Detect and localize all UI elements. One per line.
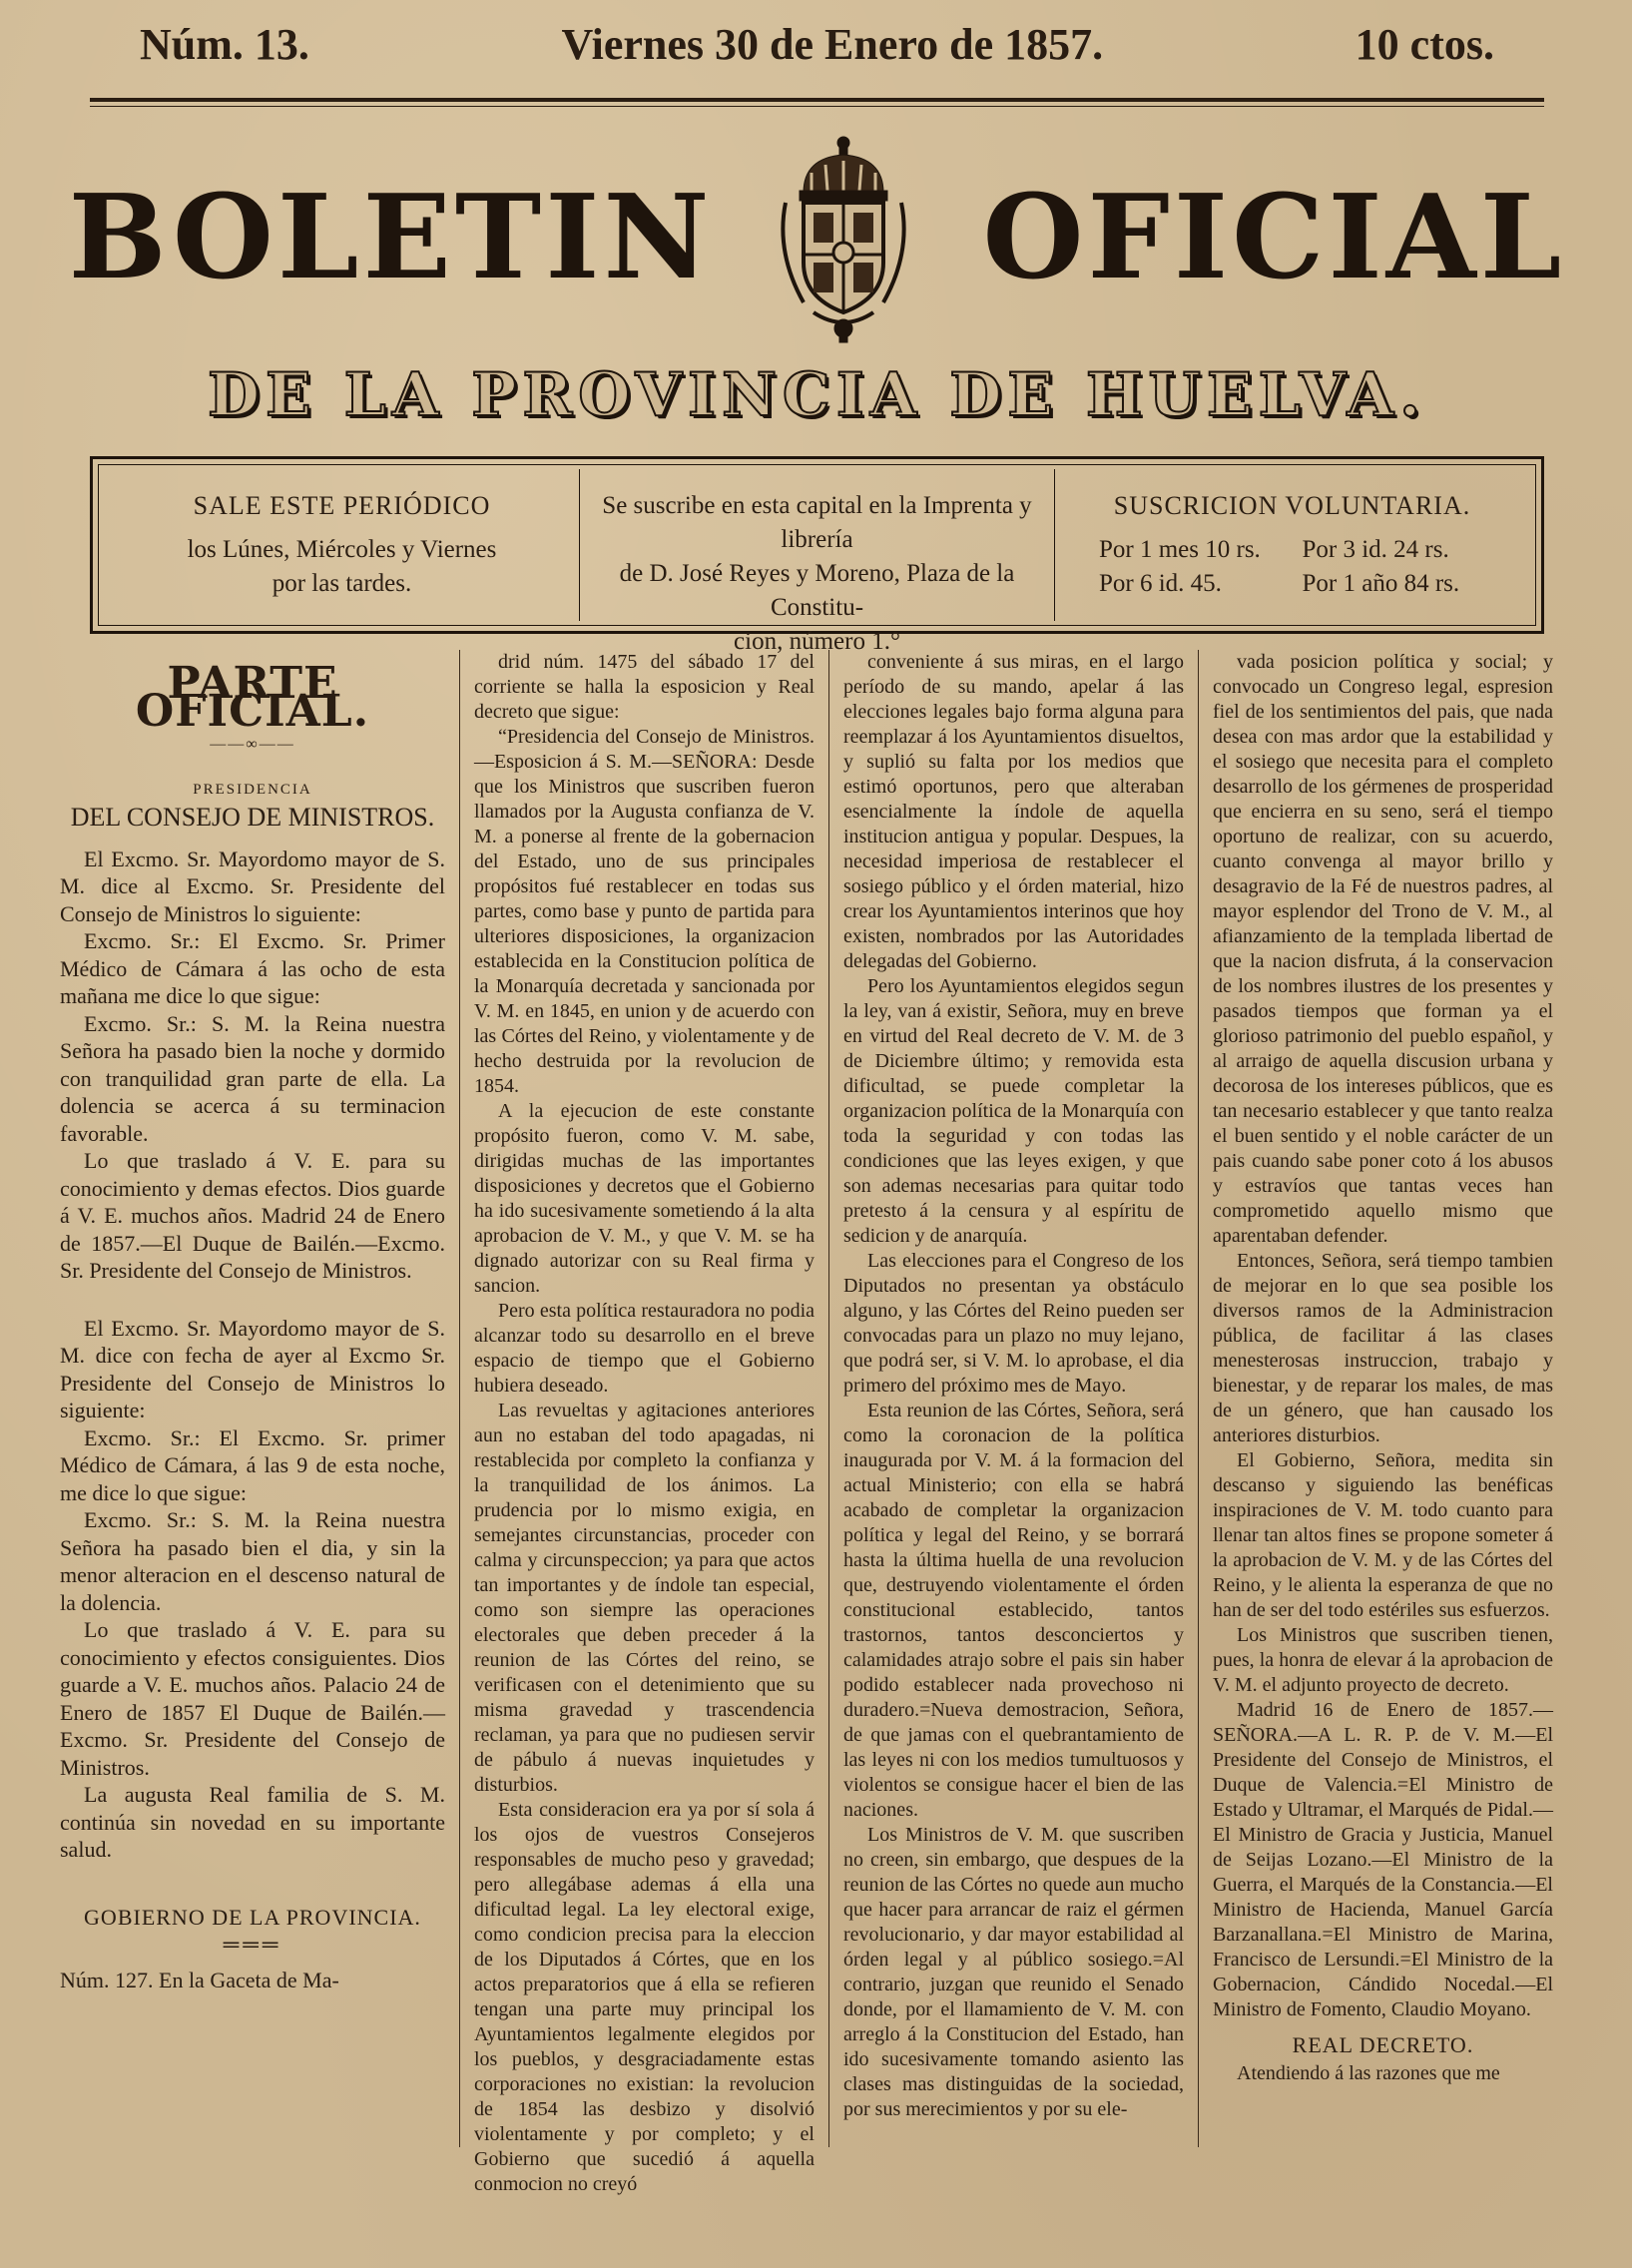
- paragraph: Lo que traslado á V. E. para su conocimiento y demas efectos. Dios guarde á V. E. muchos años. Madrid 24 de Enero de 1857.—El Duque de Bailén.—Excmo. Sr. Presidente del Consejo de Ministros.: [60, 1148, 445, 1283]
- paragraph: Los Ministros que suscriben tienen, pues, la honra de elevar á la aprobacion de V. M. el adjunto proyecto de decreto.: [1213, 1624, 1553, 1696]
- location-line-2: de D. José Reyes y Moreno, Plaza de la Constitu-: [619, 560, 1015, 621]
- price-6-months: Por 6 id. 45.: [1099, 570, 1222, 597]
- paragraph: Esta consideracion era ya por sí sola á los ojos de vuestros Consejeros responsables de mucho peso y gravedad; pero allegábase ademas á ella una dificultad legal. La ley electoral exige, como condicion precisa para la eleccion de los Diputados á Córtes, que en los actos preparatorios que á ella se refieren tengan una parte muy principal los Ayuntamientos legalmente elegidos por los pueblos, y desgraciadamente estas corporaciones no existian: la revolucion de 1854 las desbizo y disolvió violentamente y por completo; y el Gobierno que sucedió á aquella conmocion no creyó: [474, 1799, 815, 2195]
- department-line-1: PRESIDENCIA: [193, 781, 312, 798]
- paragraph: El Excmo. Sr. Mayordomo mayor de S. M. dice al Excmo. Sr. Presidente del Consejo de Ministros lo siguiente:: [60, 846, 445, 926]
- paragraph: El Excmo. Sr. Mayordomo mayor de S. M. dice con fecha de ayer al Excmo Sr. Presidente del Consejo de Ministros lo siguiente:: [60, 1315, 445, 1422]
- price-1-year: Por 1 año 84 rs.: [1302, 570, 1460, 597]
- issue-price: 10 ctos.: [1355, 20, 1494, 69]
- subscription-location: [579, 469, 1054, 655]
- location-line-3: cion, número 1.°: [734, 628, 900, 655]
- paragraph: Entonces, Señora, será tiempo tambien de mejorar en lo que sea posible los diversos ramos de la Administracion pública, de facilitar á las clases menesterosas instruccion, trabajo y bienestar, y de reparar los males, de mas de un género, que han causado los anteriores disturbios.: [1213, 1250, 1553, 1446]
- subscription-box: [90, 456, 1544, 655]
- paragraph: Los Ministros de V. M. que suscriben no creen, sin embargo, que despues de la reunion de las Córtes no quede aun mucho que hacer para arrancar de raiz el gérmen revolucionario, y dar mayor estabilidad al órden legal y al público sosiego.=Al contrario, juzgan que reunido el Senado donde, por el llamamiento de V. M. con arreglo á la Constitucion del Estado, han ido sucesivamente tomando asiento las clases mas distinguidas de la sociedad, por sus merecimientos y por su ele-: [843, 1824, 1184, 2120]
- issue-date: Viernes 30 de Enero de 1857.: [561, 20, 1104, 69]
- schedule-time: por las tardes.: [272, 570, 412, 597]
- paragraph: Excmo. Sr.: S. M. la Reina nuestra Señora ha pasado bien la noche y dormido con tranquilidad gran parte de ella. La dolencia se acerca á su terminacion favorable.: [60, 1010, 445, 1146]
- masthead-subtitle: DE LA PROVINCIA DE HUELVA.: [208, 360, 1426, 430]
- column-3: [828, 650, 1198, 2147]
- location-line-1: Se suscribe en esta capital en la Imprenta y librería: [602, 492, 1032, 553]
- government-rule: ═══: [223, 1932, 282, 1957]
- masthead-word-left: BOLETIN: [68, 170, 714, 305]
- price-1-month: Por 1 mes 10 rs.: [1099, 536, 1261, 563]
- paragraph: El Gobierno, Señora, medita sin descanso y siguiendo las benéficas inspiraciones de V. M. todo cuanto para llenar tan altos fines se propone someter á la aprobacion de V. M. y de las Córtes del Reino, y le alienta la esperanza de que no han de ser del todo estériles sus esfuerzos.: [1213, 1449, 1553, 1621]
- paragraph: conveniente á sus miras, en el largo período de su mando, apelar á las elecciones legales bajo forma alguna para reemplazar á los Ayuntamientos disueltos, y suplió su falta por los medios que estimó oportunos, pero que alteraban esencialmente la índole de aquella institucion antigua y popular. Despues, la necesidad imperiosa de restablecer el sosiego público y el órden material, hizo crear los Ayuntamientos interinos que hoy existen, nombrados por las Autoridades delegadas del Gobierno.: [843, 651, 1184, 972]
- paragraph: Pero los Ayuntamientos elegidos segun la ley, van á existir, Señora, muy en breve en virtud del Real decreto de V. M. de 3 de Diciembre último; y removida esta dificultad, se puede completar la organizacion política de la Monarquía con toda la seguridad y con todas las condiciones que las leyes exigen, y que son ademas necesarias para quitar todo pretesto á la censura y al espíritu de sedicion y de anarquía.: [843, 975, 1184, 1247]
- ornament-divider: ——∞——: [210, 736, 295, 753]
- price-3-months: Por 3 id. 24 rs.: [1302, 536, 1449, 563]
- issue-line: [60, 0, 1574, 70]
- paragraph: Lo que traslado á V. E. para su conocimiento y efectos consiguientes. Dios guarde a V. E. muchos años. Palacio 24 de Enero de 1857 El Duque de Bailén.—Excmo. Sr. Presidente del Consejo de Ministros.: [60, 1617, 445, 1780]
- schedule-days: los Lúnes, Miércoles y Viernes: [187, 536, 497, 563]
- paragraph: A la ejecucion de este constante propósito fueron, como V. M. sabe, dirigidas muchas de las importantes disposiciones y decretos que el Gobierno ha ido sucesivamente sometiendo á la alta aprobacion de V. M., y que V. M. se ha dignado autorizar con su Real firma y sancion.: [474, 1100, 815, 1297]
- government-heading: GOBIERNO DE LA PROVINCIA.: [84, 1904, 421, 1930]
- column-4: [1198, 650, 1567, 2147]
- paragraph: Las elecciones para el Congreso de los Diputados no presentan ya obstáculo alguno, y las Córtes del Reino pueden ser convocadas para un plazo no muy lejano, que podrá ser, si V. M. lo aprobase, el dia primero del próximo mes de Mayo.: [843, 1250, 1184, 1397]
- column-1: [60, 650, 459, 2147]
- paragraph: “Presidencia del Consejo de Ministros.—Esposicion á S. M.—SEÑORA: Desde que los Ministros que suscriben fueron llamados por la Augusta confianza de V. M. a ponerse al frente de la gobernacion del Estado, uno de sus principales propósitos fué restablecer en todas sus partes, como base y punto de partida para ulteriores disposiciones, la organizacion establecida en la Constitucion política de la Monarquía decretada y sancionada por V. M. en 1845, en union y de acuerdo con las Córtes del Reino, y violentamente y de hecho destruida por la revolucion de 1854.: [474, 726, 815, 1097]
- paragraph: Excmo. Sr.: El Excmo. Sr. primer Médico de Cámara, á las 9 de esta noche, me dice lo que sigue:: [60, 1424, 445, 1505]
- subscription-prices: [1054, 469, 1529, 621]
- section-title: PARTE OFICIAL.: [135, 658, 370, 737]
- masthead-word-right: OFICIAL: [982, 170, 1566, 305]
- government-notice-start: Núm. 127. En la Gaceta de Ma-: [60, 1967, 339, 1992]
- paragraph: La augusta Real familia de S. M. continúa sin novedad en su importante salud.: [60, 1782, 445, 1862]
- issue-number: Núm. 13.: [140, 20, 309, 69]
- publication-schedule: [105, 469, 579, 621]
- paragraph: Atendiendo á las razones que me: [1237, 2062, 1500, 2084]
- paragraph: Excmo. Sr.: El Excmo. Sr. Primer Médico de Cámara á las ocho de esta mañana me dice lo que sigue:: [60, 928, 445, 1008]
- column-2: [459, 650, 828, 2195]
- decree-heading: REAL DECRETO.: [1292, 2032, 1474, 2057]
- prices-title: SUSCRICION VOLUNTARIA.: [1113, 491, 1471, 520]
- paragraph: vada posicion política y social; y convocado un Congreso legal, espresion fiel de los sentimientos del pais, que nada desea con mas ardor que la estabilidad y el sosiego que necesita para el completo desarrollo de los gérmenes de prosperidad que encierra en su seno, será el tiempo oportuno de realizar, con su acuerdo, cuanto convenga al mayor brillo y desagravio de la Fé de nuestros padres, al mayor esplendor del Trono de V. M., al afianzamiento de la templada libertad de que la nacion disfruta, á la conservacion de los nombres ilustres de los presentes y pasados tiempos que forman ya el glorioso patrimonio del pueblo español, y al arraigo de aquella discusion urbana y decorosa de los intereses públicos, que es tan necesario establecer y que tanto realza el buen sentido y el noble carácter de un pais cuando sabe poner coto á los abusos y estravíos que tantas veces han comprometido aquello mismo que aparentaban defender.: [1213, 651, 1553, 1247]
- header-rule: [90, 98, 1544, 107]
- department-line-2: DEL CONSEJO DE MINISTROS.: [70, 803, 435, 832]
- paragraph: Esta reunion de las Córtes, Señora, será como la coronacion de la política inaugurada por V. M. á la formacion del actual Ministerio; con ella se habrá acabado de completar la organizacion política y legal del Reino, y se borrará hasta la última huella de una revolucion que, destruyendo violentamente el órden constitucional establecido, tantos trastornos, tantos desconciertos y calamidades atrajo sobre el pais sin haber podido establecer nada provechoso ni duradero.=Nueva demostracion, Señora, de que jamas con el quebrantamiento de las leyes ni con los medios tumultuosos y violentos se consigue hacer el bien de las naciones.: [843, 1400, 1184, 1821]
- paragraph: Las revueltas y agitaciones anteriores aun no estaban del todo apagadas, ni restablecida por completo la confianza y la tranquilidad de los ánimos. La prudencia por lo mismo exigia, en semejantes circunstancias, proceder con calma y circunspeccion; ya para que actos tan importantes y de índole tan especial, como son siempre las operaciones electorales que deben preceder á la reunion de las Córtes del reino, se verificasen con el detenimiento que su misma gravedad y trascendencia reclaman, ya para que no pudiesen servir de pábulo á nuevas inquietudes y disturbios.: [474, 1400, 815, 1796]
- paragraph: Excmo. Sr.: S. M. la Reina nuestra Señora ha pasado bien el dia, y sin la menor alteracion en el descenso natural de la dolencia.: [60, 1507, 445, 1615]
- royal-coat-of-arms-icon: [774, 133, 913, 342]
- spacer: [60, 1864, 445, 1894]
- spacer: [60, 1285, 445, 1315]
- schedule-title: SALE ESTE PERIÓDICO: [193, 491, 491, 520]
- article-columns: [60, 650, 1574, 2195]
- masthead: [60, 133, 1574, 342]
- paragraph: drid núm. 1475 del sábado 17 del corriente se halla la esposicion y Real decreto que sigue:: [474, 651, 815, 723]
- price-grid: [1069, 533, 1515, 601]
- paragraph: Pero esta política restauradora no podia alcanzar todo su desarrollo en el breve espacio de tiempo que el Gobierno hubiera deseado.: [474, 1300, 815, 1397]
- paragraph: Madrid 16 de Enero de 1857.—SEÑORA.—A L. R. P. de V. M.—El Presidente del Consejo de Ministros, el Duque de Valencia.=El Ministro de Estado y Ultramar, el Marqués de Pidal.—El Ministro de Gracia y Justicia, Manuel de Seijas Lozano.—El Ministro de la Guerra, el Marqués de la Constancia.—El Ministro de Hacienda, Manuel García Barzanallana.=El Ministro de Marina, Francisco de Lersundi.=El Ministro de la Gobernacion, Cándido Nocedal.—El Ministro de Fomento, Claudio Moyano.: [1213, 1699, 1553, 2020]
